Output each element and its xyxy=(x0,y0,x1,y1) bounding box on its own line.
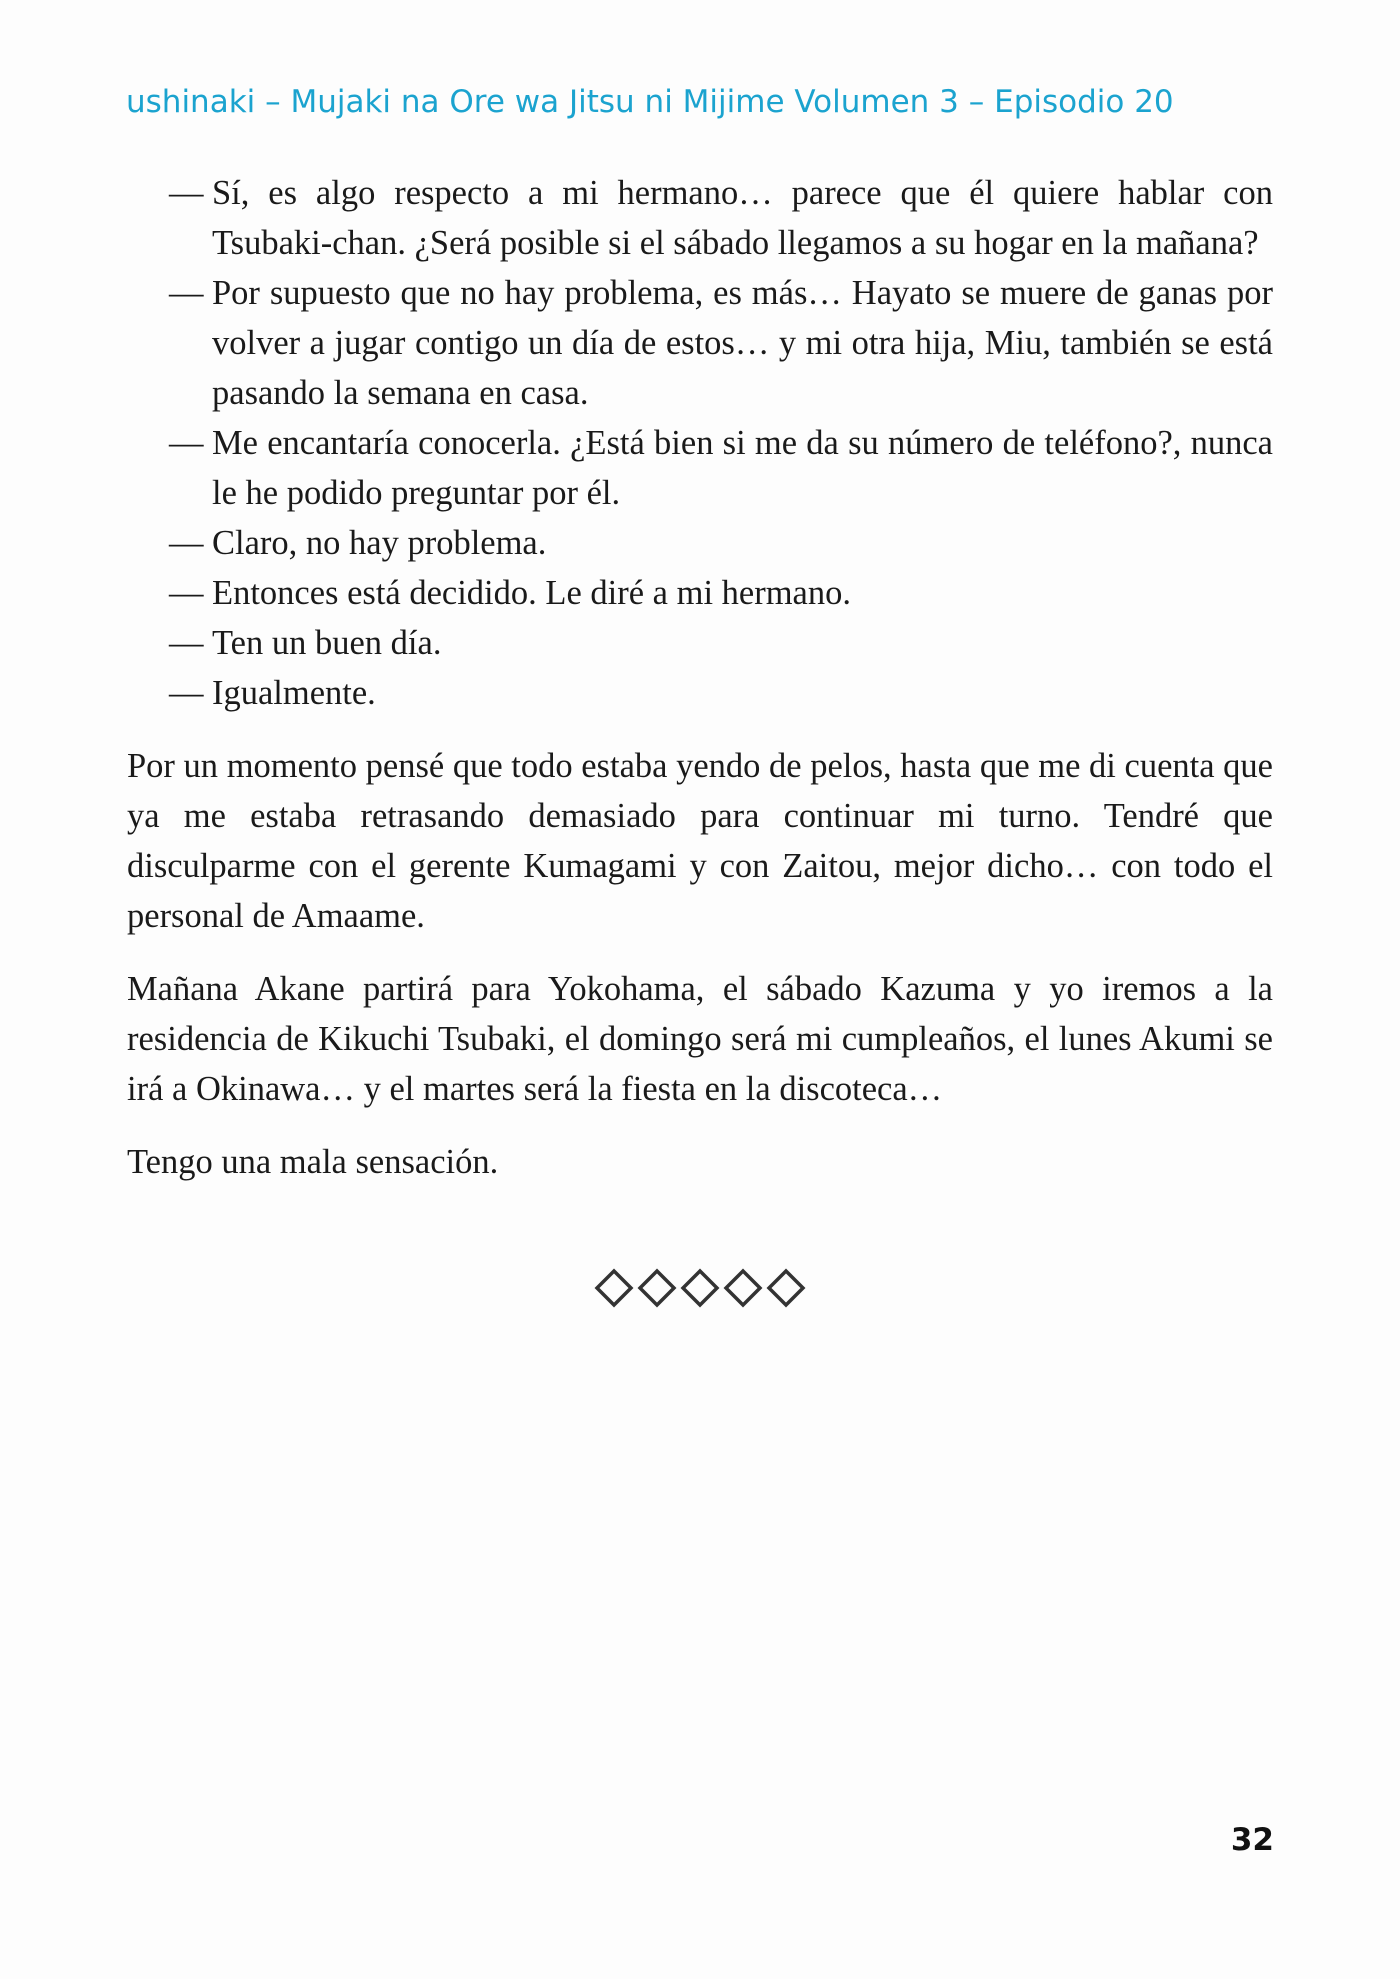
dialogue-text: Me encantaría conocerla. ¿Está bien si me da su número de teléfono?, nunca le he podido preguntar por él. xyxy=(212,424,1273,512)
dialogue-text: Claro, no hay problema. xyxy=(212,524,547,562)
dialogue-line xyxy=(127,168,1273,268)
scene-separator xyxy=(0,1268,1400,1308)
dialogue-dash: — xyxy=(169,424,204,462)
narrative-paragraph: Por un momento pensé que todo estaba yendo de pelos, hasta que me di cuenta que ya me estaba retrasando demasiado para continuar mi turno. Tendré que disculparme con el gerente Kumagami y con Zaitou, mejor dicho… con todo el personal de Amaame. xyxy=(127,747,1273,935)
dialogue-dash: — xyxy=(169,674,204,712)
dialogue-text: Entonces está decidido. Le diré a mi hermano. xyxy=(212,574,851,612)
running-header: ushinaki – Mujaki na Ore wa Jitsu ni Mijime Volumen 3 – Episodio 20 xyxy=(126,84,1174,120)
diamond-outline-icon xyxy=(726,1271,760,1305)
dialogue-line xyxy=(127,418,1273,518)
dialogue-text: Igualmente. xyxy=(212,674,376,712)
dialogue-line xyxy=(127,568,1273,618)
dialogue-text: Ten un buen día. xyxy=(212,624,442,662)
dialogue-dash: — xyxy=(169,174,204,212)
dialogue-line xyxy=(127,518,1273,568)
dialogue-block xyxy=(127,168,1273,718)
diamond-outline-icon xyxy=(683,1271,717,1305)
page-body xyxy=(127,168,1273,1187)
dialogue-dash: — xyxy=(169,274,204,312)
narrative-paragraph: Tengo una mala sensación. xyxy=(127,1143,499,1181)
dialogue-dash: — xyxy=(169,624,204,662)
dialogue-line xyxy=(127,618,1273,668)
diamond-outline-icon xyxy=(769,1271,803,1305)
dialogue-line xyxy=(127,268,1273,418)
dialogue-line xyxy=(127,668,1273,718)
dialogue-dash: — xyxy=(169,574,204,612)
diamond-outline-icon xyxy=(597,1271,631,1305)
narrative-paragraph: Mañana Akane partirá para Yokohama, el sábado Kazuma y yo iremos a la residencia de Kikuchi Tsubaki, el domingo será mi cumpleaños, el lunes Akumi se irá a Okinawa… y el martes será la fiesta en la discoteca… xyxy=(127,970,1273,1108)
page-number: 32 xyxy=(1230,1822,1274,1858)
dialogue-text: Sí, es algo respecto a mi hermano… parece que él quiere hablar con Tsubaki-chan. ¿Será posible si el sábado llegamos a su hogar en la mañana? xyxy=(212,174,1273,262)
dialogue-text: Por supuesto que no hay problema, es más… Hayato se muere de ganas por volver a jugar contigo un día de estos… y mi otra hija, Miu, también se está pasando la semana en casa. xyxy=(212,274,1273,412)
separator-diamonds xyxy=(593,1268,807,1308)
diamond-outline-icon xyxy=(640,1271,674,1305)
dialogue-dash: — xyxy=(169,524,204,562)
